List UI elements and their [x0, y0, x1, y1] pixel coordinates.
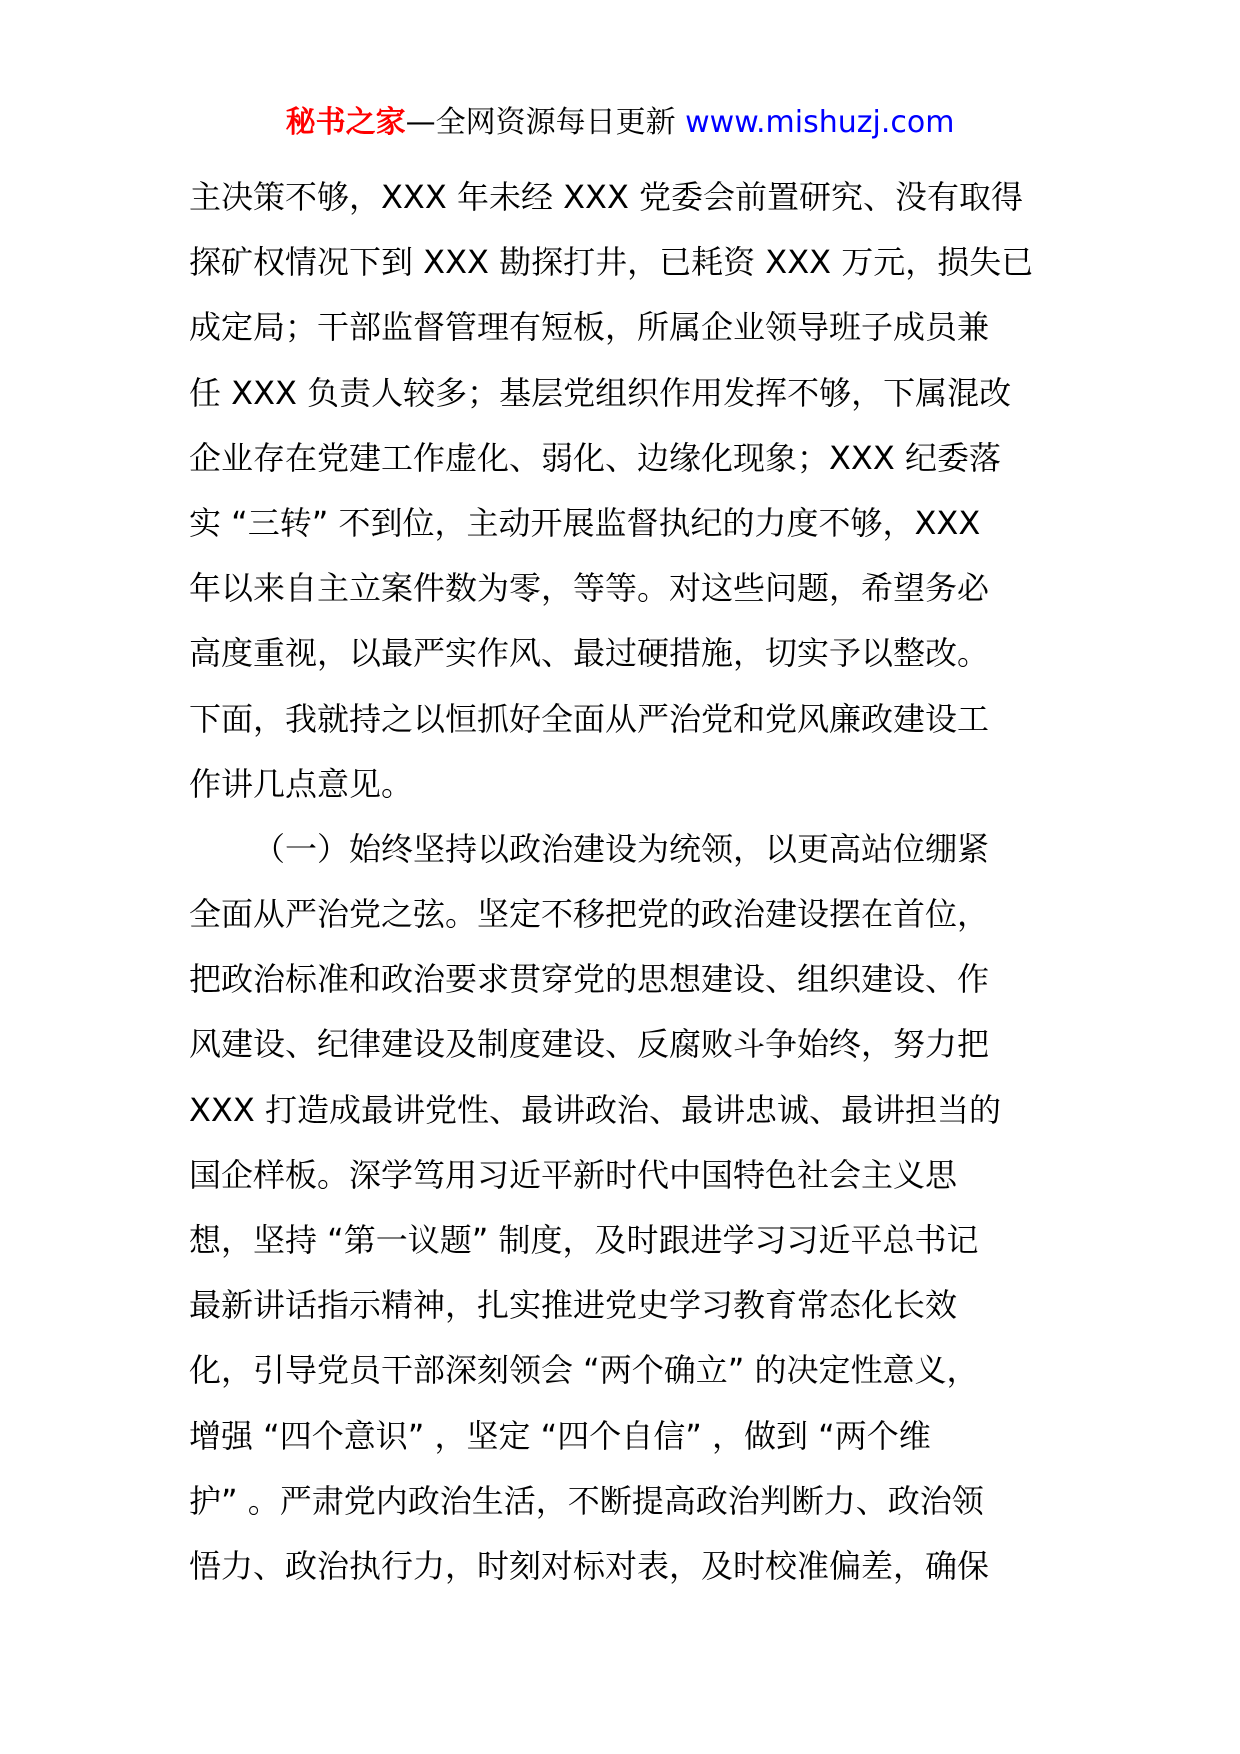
text-line: 成定局；干部监督管理有短板，所属企业领导班子成员兼	[189, 308, 990, 347]
text-line: XXX 打造成最讲党性、最讲政治、最讲忠诚、最讲担当的	[189, 1090, 1001, 1129]
site-url-link[interactable]: www.mishuzj.com	[685, 105, 955, 140]
text-line: 作讲几点意见。	[189, 764, 414, 803]
text-line: 增强 “四个意识” ，坚定 “四个自信” ，做到 “两个维	[189, 1416, 931, 1455]
text-line: 主决策不够，XXX 年未经 XXX 党委会前置研究、没有取得	[189, 178, 1024, 216]
text-line: 企业存在党建工作虚化、弱化、边缘化现象；XXX 纪委落	[189, 438, 1001, 477]
document-body	[189, 165, 1059, 1599]
text-line: 把政治标准和政治要求贯穿党的思想建设、组织建设、作	[189, 960, 990, 999]
text-line: 最新讲话指示精神，扎实推进党史学习教育常态化长效	[189, 1286, 958, 1325]
site-brand: 秘书之家	[285, 105, 406, 140]
text-line: 国企样板。深学笃用习近平新时代中国特色社会主义思	[189, 1155, 958, 1194]
text-line: 实 “三转” 不到位，主动开展监督执纪的力度不够，XXX	[189, 503, 981, 542]
site-slogan: —全网资源每日更新	[405, 105, 686, 140]
site-header	[0, 102, 1240, 144]
text-line: 化，引导党员干部深刻领会 “两个确立” 的决定性意义，	[189, 1351, 979, 1390]
text-line: 悟力、政治执行力，时刻对标对表，及时校准偏差，确保	[189, 1546, 990, 1585]
text-line: 护” 。严肃党内政治生活，不断提高政治判断力、政治领	[189, 1481, 984, 1520]
text-line: 高度重视，以最严实作风、最过硬措施，切实予以整改。	[189, 634, 990, 673]
section-heading-line: （一）始终坚持以政治建设为统领，以更高站位绷紧	[253, 829, 990, 868]
text-line: 探矿权情况下到 XXX 勘探打井，已耗资 XXX 万元，损失已	[189, 243, 1034, 282]
text-line: 下面，我就持之以恒抓好全面从严治党和党风廉政建设工	[189, 699, 990, 738]
text-line: 全面从严治党之弦。坚定不移把党的政治建设摆在首位，	[189, 895, 990, 934]
text-line: 任 XXX 负责人较多；基层党组织作用发挥不够，下属混改	[189, 373, 1012, 412]
text-line: 年以来自主立案件数为零，等等。对这些问题，希望务必	[189, 569, 990, 608]
text-line: 想，坚持 “第一议题” 制度，及时跟进学习习近平总书记	[189, 1221, 979, 1259]
text-line: 风建设、纪律建设及制度建设、反腐败斗争始终，努力把	[189, 1025, 990, 1064]
